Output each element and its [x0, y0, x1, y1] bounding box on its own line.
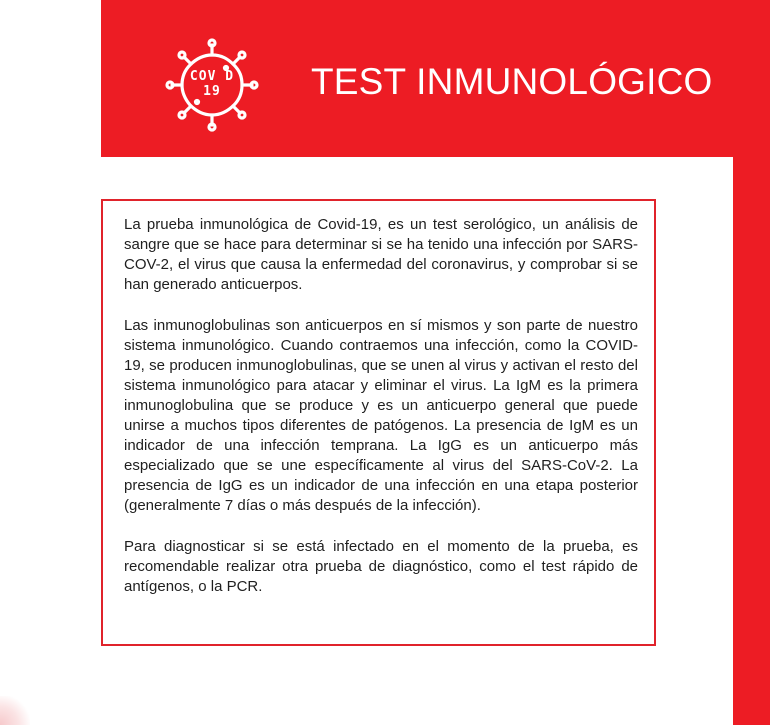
logo-text-covid: COV D [189, 69, 235, 84]
corner-decoration [0, 696, 30, 725]
paragraph-intro: La prueba inmunológica de Covid-19, es un test serológico, un análisis de sangre que se hace para determinar si se ha tenido una infección por SARS-COV-2, el virus que causa la enfermedad del coronavirus, y comprobar si se han generado anticuerpos. [124, 216, 638, 293]
info-text-content [124, 215, 638, 597]
page-title: TEST INMUNOLÓGICO [311, 61, 713, 102]
info-text-box [101, 199, 656, 646]
paragraph-immunoglobulins: Las inmunoglobulinas son anticuerpos en sí mismos y son parte de nuestro sistema inmunológico. Cuando contraemos una infección, como la COVID-19, se producen inmunoglobulinas, que se unen al virus y activan el resto del sistema inmunológico para atacar y eliminar el virus. La IgM es la primera inmunoglobulina que se produce y es un anticuerpo general que puede unirse a muchos tipos diferentes de patógenos. La presencia de IgM es un indicador de una infección temprana. La IgG es un anticuerpo más especializado que se une específicamente al virus del SARS-CoV-2. La presencia de IgG es un indicador de una infección en una etapa posterior (generalmente 7 días o más después de la infección). [124, 317, 638, 514]
covid-logo [164, 37, 260, 133]
side-accent-bar [733, 157, 770, 725]
paragraph-diagnosis: Para diagnosticar si se está infectado en el momento de la prueba, es recomendable realizar otra prueba de diagnóstico, como el test rápido de antígenos, o la PCR. [124, 538, 638, 595]
logo-text-19: 19 [203, 84, 221, 99]
